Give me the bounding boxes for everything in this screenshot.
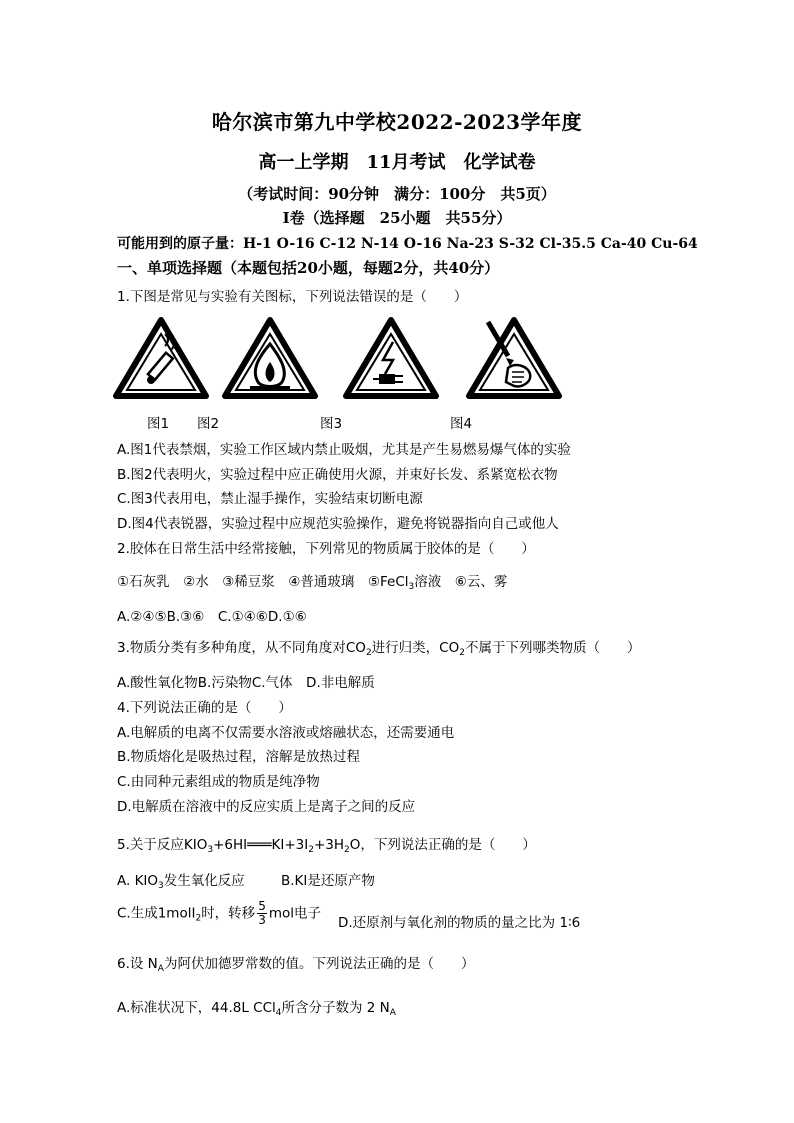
open-flame-icon: [222, 316, 318, 400]
electricity-icon: [343, 316, 439, 400]
atomic-masses: 可能用到的原子量：H-1 O-16 C-12 N-14 O-16 Na-23 S-32 Cl-35.5 Ca-40 Cu-64: [117, 236, 698, 252]
figure-label-2: 图2: [197, 416, 220, 432]
q3-options: A.酸性氧化物B.污染物C.气体 D.非电解质: [117, 675, 375, 691]
figure-label-1: 图1: [147, 416, 170, 432]
q5-option-b: B.KI是还原产物: [281, 873, 375, 889]
q4-stem: 4.下列说法正确的是（ ）: [117, 700, 292, 716]
q1-option-c: C.图3代表用电，禁止湿手操作，实验结束切断电源: [117, 491, 423, 507]
q6-option-a: A.标准状况下，44.8L CCl$_4$所含分子数为 2 $N_A$: [117, 1000, 396, 1018]
q5-stem: 5.关于反应$KIO_3+6HI═══KI+3I_2+3H_2O$，下列说法正确的是（ ）: [117, 837, 536, 855]
q2-items: ①石灰乳 ②水 ③稀豆浆 ④普通玻璃 ⑤FeCl$_3$溶液 ⑥云、雾: [117, 574, 508, 592]
q4-option-c: C.由同种元素组成的物质是纯净物: [117, 774, 320, 790]
q1-option-d: D.图4代表锐器，实验过程中应规范实验操作，避免将锐器指向自己或他人: [117, 516, 559, 532]
q5-option-c: C.生成1molI$_2$时，转移 $\frac{5}{3}$ mol电子: [117, 899, 321, 927]
q1-option-b: B.图2代表明火，实验过程中应正确使用火源，并束好长发、系紧宽松衣物: [117, 467, 558, 483]
exam-title: 哈尔滨市第九中学校2022-2023学年度: [211, 110, 583, 134]
q5-option-d: D.还原剂与氧化剂的物质的量之比为 1∶6: [338, 915, 581, 931]
q4-option-a: A.电解质的电离不仅需要水溶液或熔融状态，还需要通电: [117, 725, 455, 741]
fraction-five-thirds: $\frac{5}{3}$: [258, 899, 266, 927]
q3-stem: 3.物质分类有多种角度，从不同角度对$CO_2$进行归类，$CO_2$不属于下列哪类物质（ ）: [117, 640, 641, 658]
q4-option-d: D.电解质在溶液中的反应实质上是离子之间的反应: [117, 799, 416, 815]
q6-stem: 6.设 $N_A$为阿伏加德罗常数的值。下列说法正确的是（ ）: [117, 956, 475, 974]
figure-label-4: 图4: [450, 416, 473, 432]
no-smoking-icon: [113, 316, 209, 400]
q2-stem: 2.胶体在日常生活中经常接触，下列常见的物质属于胶体的是（ ）: [117, 541, 535, 557]
q2-options: A.②④⑤B.③⑥ C.①④⑥D.①⑥: [117, 609, 307, 625]
sharp-objects-icon: [466, 316, 562, 400]
exam-info: （考试时间：90分钟 满分：100分 共5页）: [238, 185, 556, 203]
section-title: Ⅰ卷（选择题 25小题 共55分）: [282, 209, 512, 227]
part-heading: 一、单项选择题（本题包括20小题，每题2分，共40分）: [117, 259, 500, 277]
q5-option-a: A. $KIO_3$发生氧化反应: [117, 873, 245, 891]
figure-label-3: 图3: [320, 416, 343, 432]
exam-subtitle: 高一上学期 11月考试 化学试卷: [258, 152, 536, 173]
q4-option-b: B.物质熔化是吸热过程，溶解是放热过程: [117, 749, 361, 765]
q1-option-a: A.图1代表禁烟，实验工作区域内禁止吸烟，尤其是产生易燃易爆气体的实验: [117, 442, 571, 458]
q1-stem: 1.下图是常见与实验有关图标，下列说法错误的是（ ）: [117, 289, 468, 305]
